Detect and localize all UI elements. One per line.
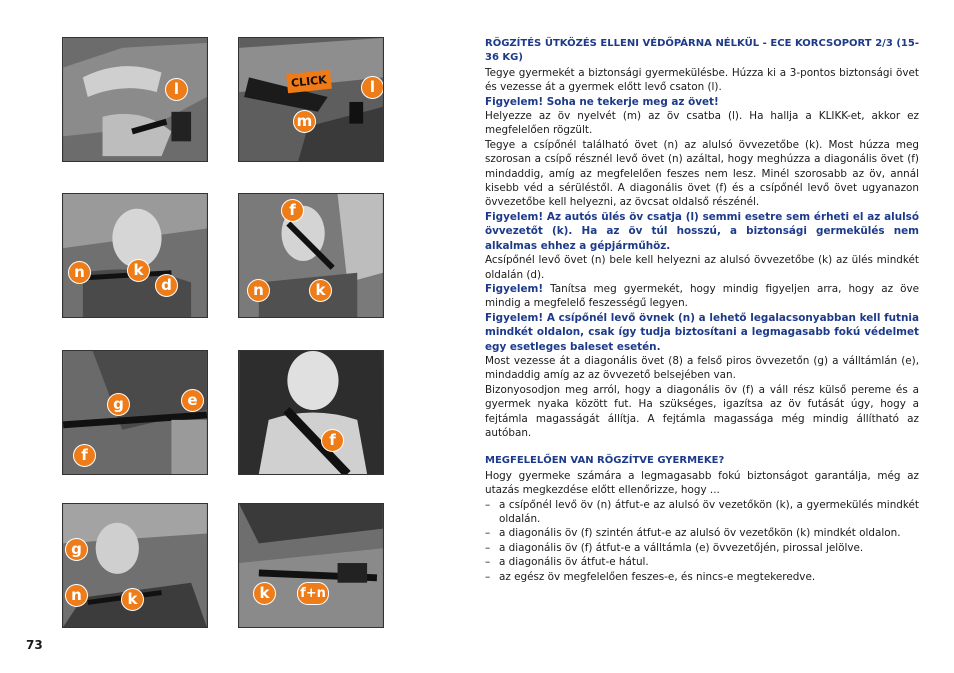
label-l: l <box>165 78 188 101</box>
label-k: k <box>121 588 144 611</box>
label-k: k <box>309 279 332 302</box>
label-n: n <box>68 261 91 284</box>
paragraph: Hogy gyermeke számára a legmagasabb fokú biztonságot garantálja, még az utazás megkezdése előtt ellenőrizze, hogy ... <box>485 469 919 497</box>
warning-text: Tanítsa meg gyermekét, hogy mindig figyeljen arra, hogy az öve mindig a megfelelő feszességű legyen. <box>485 282 919 310</box>
panel-drawing <box>239 504 383 627</box>
label-g: g <box>107 393 130 416</box>
illustration-belt-routing-check <box>62 503 208 628</box>
illustration-lap-belt-guide <box>62 193 208 318</box>
paragraph: Tegye a csípőnél található övet (n) az alulsó övvezetőbe (k). Most húzza meg szorosan a csípő résznél levő övet (n) azáltal, hogy meghúzza a diagonális övet (f) mindaddig, amíg az megfelelően feszes nem lesz. Minél szorosabb az öv, annál kisebb véd a sérüléstől. A diagonális övet (f) és a csípőnél levő övet ugyanazon övvezetőbe kell helyezni, az övcsat oldalső részénél. <box>485 138 919 209</box>
label-e: e <box>181 389 204 412</box>
illustration-shoulder-belt-guide <box>62 350 208 475</box>
label-n: n <box>65 584 88 607</box>
illustration-belt-tension-check <box>238 503 384 628</box>
label-d: d <box>155 274 178 297</box>
panel-drawing <box>63 194 207 317</box>
panel-drawing <box>63 38 207 161</box>
label-l: l <box>361 76 384 99</box>
warning-label: Figyelem! <box>485 282 544 295</box>
section-heading: MEGFELELŐEN VAN RÖGZÍTVE GYERMEKE? <box>485 455 725 467</box>
label-g: g <box>65 538 88 561</box>
paragraph: Acsípőnél levő övet (n) bele kell helyezni az alulsó övvezetőbe (k) az ülés mindkét oldalán (d). <box>485 254 919 281</box>
paragraph: Bizonyosodjon meg arról, hogy a diagonális öv (f) a váll rész külső pereme és a gyermek nyaka között fut. Ha szükséges, igazítsa az öv futását úgy, hogy a fejtámla magasságát állítja. A fejtámla magassága még mindig állítható az autóban. <box>485 383 919 439</box>
instructions-text <box>485 37 919 584</box>
paragraph: Helyezze az öv nyelvét (m) az öv csatba (l). Ha hallja a KLIKK-et, akkor ez megfelelően rögzült. <box>485 110 919 137</box>
section-heading: RÖGZÍTÉS ÜTKÖZÉS ELLENI VÉDŐPÁRNA NÉLKÜL - ECE KORCSOPORT 2/3 (15-36 KG) <box>485 38 919 64</box>
list-item: – az egész öv megfelelően feszes-e, és nincs-e megtekeredve. <box>485 570 816 583</box>
label-n: n <box>247 279 270 302</box>
list-item: – a diagonális öv (f) szintén átfut-e az alulsó öv vezetőkön (k) mindkét oldalon. <box>485 527 901 540</box>
illustration-buckle-click <box>238 37 384 162</box>
list-item: – a diagonális öv átfut-e hátul. <box>485 556 649 569</box>
list-item: – a diagonális öv (f) átfut-e a válltámla (e) övvezetőjén, pirossal jelölve. <box>485 541 864 554</box>
label-f: f <box>321 429 344 452</box>
label-f-plus-n: f+n <box>297 582 329 605</box>
label-f: f <box>281 199 304 222</box>
warning: Figyelem! Az autós ülés öv csatja (l) semmi esetre sem érheti el az alulsó övvezetőt (k). Ha az öv túl hosszú, a biztonsági germekülés nem alkalmas ehhez a gépjárműhöz. <box>485 210 919 252</box>
illustration-shoulder-belt-position <box>238 350 384 475</box>
illustration-lap-belt-tighten <box>238 193 384 318</box>
label-k: k <box>127 259 150 282</box>
panel-drawing <box>239 38 383 161</box>
panel-drawing <box>239 351 383 474</box>
warning: Figyelem! Soha ne tekerje meg az övet! <box>485 95 719 108</box>
illustration-buckle-insert <box>62 37 208 162</box>
paragraph: Most vezesse át a diagonális övet (8) a felső piros övvezetőn (g) a válltámlán (e), mindaddig amíg az az övvezető belsejében van. <box>485 354 919 382</box>
label-m: m <box>293 110 316 133</box>
click-burst: CLICK <box>286 70 332 93</box>
warning: Figyelem! A csípőnél levő övnek (n) a lehető legalacsonyabban kell futnia mindkét oldalon, csak így tudja biztosítani a legmagasabb fokú védelmet egy esetleges baleset esetén. <box>485 311 919 353</box>
paragraph <box>485 282 919 311</box>
paragraph: Tegye gyermekét a biztonsági gyermekülésbe. Húzza ki a 3-pontos biztonsági övet és vezesse át a gyermek előtt levő csaton (l). <box>485 66 919 94</box>
page-number: 73 <box>26 638 43 652</box>
list-item: – a csípőnél levő öv (n) átfut-e az alulsó öv vezetőkön (k), a gyermekülés mindkét oldalán. <box>485 498 919 525</box>
label-f: f <box>73 444 96 467</box>
label-k: k <box>253 582 276 605</box>
